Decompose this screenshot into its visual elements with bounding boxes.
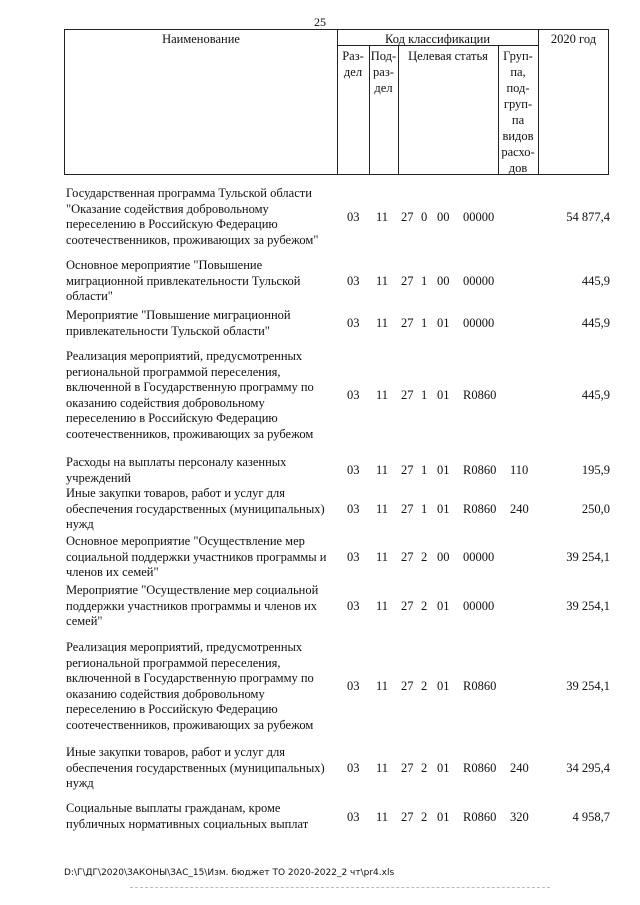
target-program: 27 <box>401 316 414 330</box>
target-direction: 00000 <box>463 550 495 564</box>
target-subprogram: 2 <box>421 810 428 824</box>
target-program: 27 <box>401 810 414 824</box>
podrazdel: 11 <box>376 810 389 824</box>
target-direction: R0860 <box>463 388 497 402</box>
target-direction: 00000 <box>463 274 495 288</box>
row-name: Социальные выплаты гражданам, кроме публичных нормативных социальных выплат <box>66 801 309 831</box>
header-group: Груп- па, под- груп- па видов расхо- дов <box>501 49 535 175</box>
razdel: 03 <box>347 599 360 613</box>
amount: 250,0 <box>581 502 610 516</box>
target-subprogram: 0 <box>421 210 428 224</box>
target-program: 27 <box>401 679 414 693</box>
amount: 34 295,4 <box>566 761 610 775</box>
razdel: 03 <box>347 388 360 402</box>
target-direction: R0860 <box>463 761 497 775</box>
razdel: 03 <box>347 274 360 288</box>
target-program: 27 <box>401 761 414 775</box>
expense-type: 110 <box>510 463 529 477</box>
target-direction: 00000 <box>463 210 495 224</box>
target-subprogram: 1 <box>421 274 428 288</box>
podrazdel: 11 <box>376 550 389 564</box>
page-number: 25 <box>314 15 326 29</box>
target-subprogram: 1 <box>421 316 428 330</box>
target-direction: 00000 <box>463 599 495 613</box>
target-event: 01 <box>437 316 450 330</box>
row-name: Государственная программа Тульской области "Оказание содействия добровольному переселению в Российскую Федерацию соотечественников, проживающих за рубежом" <box>66 186 319 247</box>
header-podrazdel: Под- раз- дел <box>370 49 397 95</box>
target-subprogram: 2 <box>421 679 428 693</box>
amount: 445,9 <box>581 316 610 330</box>
target-event: 01 <box>437 599 450 613</box>
target-event: 00 <box>437 210 450 224</box>
header-year: 2020 год <box>550 32 597 46</box>
target-program: 27 <box>401 599 414 613</box>
expense-type: 240 <box>510 502 529 516</box>
podrazdel: 11 <box>376 761 389 775</box>
amount: 39 254,1 <box>566 679 610 693</box>
target-program: 27 <box>401 463 414 477</box>
row-name: Основное мероприятие "Осуществление мер социальной поддержки участников программы и членов их семей" <box>66 534 327 580</box>
header-razdel: Раз- дел <box>342 49 364 79</box>
podrazdel: 11 <box>376 388 389 402</box>
target-direction: R0860 <box>463 679 497 693</box>
podrazdel: 11 <box>376 463 389 477</box>
target-subprogram: 1 <box>421 388 428 402</box>
amount: 54 877,4 <box>566 210 610 224</box>
target-subprogram: 2 <box>421 761 428 775</box>
row-name: Мероприятие "Осуществление мер социальной поддержки участников программы и членов их семей" <box>66 583 319 629</box>
target-direction: R0860 <box>463 502 497 516</box>
target-event: 01 <box>437 810 450 824</box>
target-direction: 00000 <box>463 316 495 330</box>
row-name: Иные закупки товаров, работ и услуг для обеспечения государственных (муниципальных) нужд <box>66 745 325 791</box>
razdel: 03 <box>347 679 360 693</box>
target-event: 01 <box>437 502 450 516</box>
row-name: Расходы на выплаты персоналу казенных учреждений <box>66 455 287 485</box>
amount: 445,9 <box>581 388 610 402</box>
table-header <box>64 29 609 175</box>
target-program: 27 <box>401 502 414 516</box>
col-divider <box>398 46 399 174</box>
amount: 39 254,1 <box>566 599 610 613</box>
razdel: 03 <box>347 810 360 824</box>
expense-type: 320 <box>510 810 529 824</box>
header-code-group: Код классификации <box>384 32 491 46</box>
footer-rule <box>130 887 550 888</box>
row-name: Основное мероприятие "Повышение миграционной привлекательности Тульской области" <box>66 258 301 304</box>
target-subprogram: 2 <box>421 550 428 564</box>
file-path-footer: D:\Г\ДГ\2020\ЗАКОНЫ\ЗАС_15\Изм. бюджет ТО 2020-2022_2 чт\pr4.xls <box>64 868 395 878</box>
podrazdel: 11 <box>376 502 389 516</box>
row-name: Иные закупки товаров, работ и услуг для обеспечения государственных (муниципальных) нужд <box>66 486 325 532</box>
podrazdel: 11 <box>376 210 389 224</box>
target-event: 01 <box>437 388 450 402</box>
expense-type: 240 <box>510 761 529 775</box>
target-program: 27 <box>401 388 414 402</box>
row-name: Мероприятие "Повышение миграционной привлекательности Тульской области" <box>66 308 291 338</box>
podrazdel: 11 <box>376 679 389 693</box>
target-subprogram: 1 <box>421 463 428 477</box>
target-program: 27 <box>401 550 414 564</box>
target-event: 01 <box>437 463 450 477</box>
target-program: 27 <box>401 210 414 224</box>
header-name: Наименование <box>162 32 240 46</box>
target-subprogram: 1 <box>421 502 428 516</box>
razdel: 03 <box>347 316 360 330</box>
podrazdel: 11 <box>376 599 389 613</box>
razdel: 03 <box>347 463 360 477</box>
amount: 4 958,7 <box>572 810 610 824</box>
header-target: Целевая статья <box>408 49 488 63</box>
amount: 445,9 <box>581 274 610 288</box>
target-event: 00 <box>437 550 450 564</box>
target-program: 27 <box>401 274 414 288</box>
target-subprogram: 2 <box>421 599 428 613</box>
amount: 39 254,1 <box>566 550 610 564</box>
razdel: 03 <box>347 761 360 775</box>
target-direction: R0860 <box>463 463 497 477</box>
target-direction: R0860 <box>463 810 497 824</box>
razdel: 03 <box>347 550 360 564</box>
target-event: 00 <box>437 274 450 288</box>
row-name: Реализация мероприятий, предусмотренных региональной программой переселения, включенной в Государственную программу по оказанию содействия добровольному переселению в Российскую Федерацию соотечественников, проживающих за рубежом <box>66 349 314 441</box>
razdel: 03 <box>347 210 360 224</box>
podrazdel: 11 <box>376 274 389 288</box>
amount: 195,9 <box>581 463 610 477</box>
podrazdel: 11 <box>376 316 389 330</box>
target-event: 01 <box>437 761 450 775</box>
target-event: 01 <box>437 679 450 693</box>
row-name: Реализация мероприятий, предусмотренных региональной программой переселения, включенной в Государственную программу по оказанию содействия добровольному переселению в Российскую Федерацию соотечественников, проживающих за рубежом <box>66 640 314 732</box>
razdel: 03 <box>347 502 360 516</box>
col-divider <box>538 30 539 174</box>
